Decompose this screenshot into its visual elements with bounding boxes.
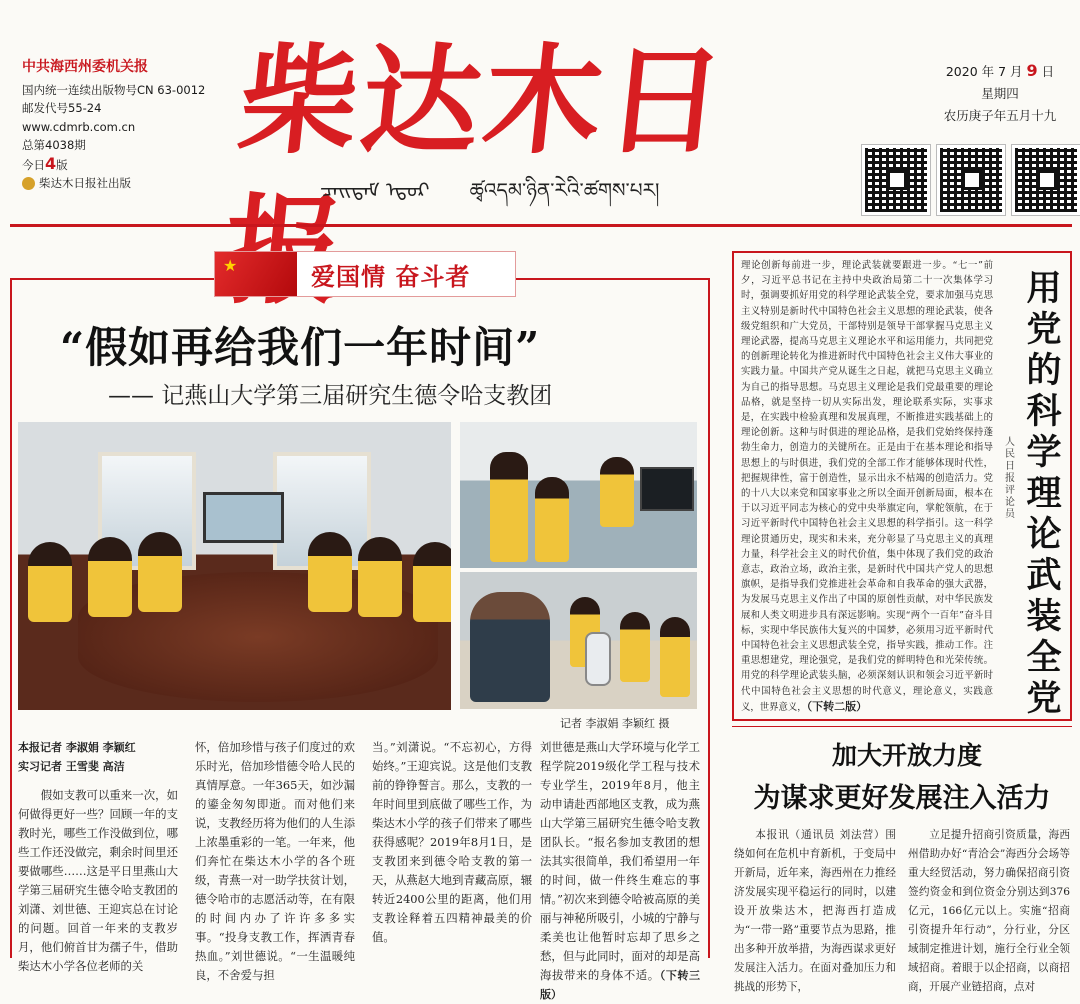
article-column-4: [540, 738, 700, 1004]
continued-link[interactable]: （下转二版）: [806, 699, 868, 713]
computer-lab-photo[interactable]: [460, 422, 697, 568]
qr-codes: [862, 145, 1080, 215]
party-organ: 中共海西州委机关报: [22, 59, 148, 75]
flag-icon: [215, 252, 297, 296]
postal-code: 邮发代号55-24: [22, 101, 102, 115]
tibetan-title: ཚྭའདམ་ཉིན་རེའི་ཚགས་པར།: [469, 178, 660, 202]
subheadline: —— 记燕山大学第三届研究生德令哈支教团: [108, 383, 553, 409]
newspaper-title: 柴达木日报: [232, 31, 736, 170]
qr-code-icon[interactable]: [862, 145, 930, 215]
cn-number: 国内统一连续出版物号CN 63-0012: [22, 82, 206, 97]
continued-link[interactable]: （下转三版）: [540, 969, 700, 1001]
issue-date: [935, 60, 1065, 127]
qr-code-icon[interactable]: [1012, 145, 1080, 215]
news-column-2: 立足提升招商引资质量，海西州借助办好“青洽会”海西分会场等重大经贸活动，努力确保招商引资签约资金和到位资金分别达到376亿元，166亿元以上。实施“招商引资提升年行动”，分行业，分区域制定推进计划，施行全行业全领域招商。着眼于以企招商，以商招商，开展产业链招商，点对: [908, 829, 1070, 993]
weekday: 星期四: [981, 86, 1019, 101]
publisher-logo-icon: [22, 177, 35, 190]
minority-script-titles: [320, 168, 750, 224]
photo-caption: 记者 李淑娟 李颖红 摄: [560, 717, 670, 730]
masthead-info: [22, 58, 232, 193]
qr-code-icon[interactable]: [937, 145, 1005, 215]
section-rule: [732, 726, 1072, 727]
article-text: 假如支教可以重来一次，如何做得更好一些？回顾一年的支教时光，哪些工作没做到位，哪些工作还没做完，剩余时间里还要做哪些……这是平日里燕山大学第三届研究生德令哈支教团的刘潇、刘世德、王迎宾总在讨论的问题。回首一年来的支教岁月，他们俯首甘为孺子牛，借助柴达木小学各位老师的关: [18, 788, 178, 973]
news-headline-line1[interactable]: 加大开放力度: [831, 741, 982, 770]
masthead-rule: [10, 224, 1072, 227]
article-column-2: 怀，倍加珍惜与孩子们度过的欢乐时光，倍加珍惜德令哈人民的真情厚意。一年365天，如沙漏的鎏金匆匆即逝。而对他们来说，支教经历将为他们的人生添上浓墨重彩的一笔。一年来，他们奔忙在柴达木小学的各个班级，青燕一对一助学扶贫计划，德令哈市的志愿活动等，在有限的时间内办了许许多多实事。“投身支教工作，挥洒青春热血。”刘世德说。“一生温暖纯良，不舍爱与担: [195, 740, 355, 982]
issue-total: 总第4038期: [22, 138, 86, 152]
lunar-date: 农历庚子年五月十九: [943, 108, 1057, 123]
robot-photo[interactable]: [460, 572, 697, 709]
classroom-photo[interactable]: [18, 422, 451, 710]
headline[interactable]: “假如再给我们一年时间”: [60, 323, 541, 372]
byline: 本报记者 李淑娟 李颖红: [18, 741, 136, 754]
article-text: 刘世德是燕山大学环境与化学工程学院2019级化学工程与技术专业学生，2019年8月，他主动申请赴西部地区支教，成为燕山大学第三届研究生德令哈支教团队长。“报名参加支教团的想法其实很简单，我们希望用一年的时间，做一件终生难忘的事情。”初次来到德令哈被高原的美丽与神秘所吸引，小城的宁静与柔美也让他暂时忘却了思乡之愁，但与此同时，面对的却是高海拔带来的身体不适。: [540, 740, 700, 982]
commentary-author: 人民日报评论员: [1005, 437, 1015, 520]
news-headline-line2[interactable]: 为谋求更好发展注入活力: [753, 783, 1051, 814]
commentary-body: 理论创新每前进一步，理论武装就要跟进一步。“七一”前夕，习近平总书记在主持中央政治局第二十一次集体学习时，强调要抓好用党的科学理论武装全党，要求加强马克思主义特别是新时代中国特色社会主义思想的理论武装，使各级党组织和广大党员，干部特别是领导干部掌握马克思主义理论武器，提高马克思主义理论水平和运用能力，共同把党的创新理论转化为推进新时代中国特色社会主义伟大事业的实践力量。中国共产党从诞生之日起，就把马克思主义确立为自己的指导思想。马克思主义理论是我们党最重要的理论品格，就是坚持一切从实际出发，理论联系实际，实事求是，在实践中检验真理和发展真理，不断推进实践基础上的理论创新。这种与时俱进的理论品格，是我们党始终保持蓬勃生命力，创造力的关键所在。正是由于在基本理论和指导思想上的与时俱进，我们党的全部工作才能够体现时代性，把握规律性，富于创造性，显示出永不枯竭的创造活力。党的十八大以来党和国家事业之所以全面开创新局面，根本在于以习近平同志为核心的党中央举旗定向，掌舵领航，在于习近平新时代中国特色社会主义思想的科学指引。这一科学理论贯通历史，现实和未来，充分彰显了马克思主义的真理力量，科学社会主义的时代价值，集中体现了我们党的政治意志，政治立场，政治主张，是新时代中国共产党人的思想旗帜，是指导我们党推进社会革命和自我革命的强大武器，为发展马克思主义作出了中国的原创性贡献，对中华民族发展和人类文明进步具有深远影响。实现“两个一百年”奋斗目标，实现中华民族伟大复兴的中国梦，必须用习近平新时代中国特色社会主义思想武装全党，指导实践，推动工作。注重思想建党，理论强党，是我们党的鲜明特色和光荣传统。用党的科学理论武装头脑，必须深刻认识和领会习近平新时代中国特色社会主义思想的时代意义，理论意义，实践意义，世界意义，（下转二版）: [741, 260, 993, 713]
date: 2020 年 7 月 9 日: [945, 61, 1055, 80]
pages-today: 今日4版: [22, 153, 68, 173]
article-column-1: [18, 738, 178, 976]
website-link[interactable]: www.cdmrb.com.cn: [22, 119, 136, 134]
article-column-3: 当。”刘潇说。“不忘初心，方得始终。”王迎宾说。这是他们支教前的铮铮誓言。那么，支教的一年时间里到底做了哪些工作，为柴达木小学的孩子们带来了哪些获得感呢？2019年8月1日，是支教团来到德令哈支教的第一天，从燕赵大地到青藏高原，辗转近2400公里的距离，他们用支教诠释着五四精神最美的价值。: [372, 740, 532, 944]
column-banner: [214, 251, 516, 297]
publisher: 柴达木日报社出版: [22, 174, 232, 193]
commentary-title[interactable]: 用党的科学理论武装全党: [1026, 268, 1062, 719]
banner-label: 爱国情 奋斗者: [311, 262, 471, 291]
mongolian-title: ᠴᠠᠢᠳᠠᠮ ᠡᠳᠦᠷ: [320, 178, 430, 202]
news-column-1: 本报讯（通讯员 刘法营）围绕如何在危机中育新机，于变局中开新局，近年来，海西州在力推经济发展实现平稳运行的同时，以建设开放柴达木，把海西打造成为“一带一路”重要节点为思路，推出多种开放举措，为海西谋求更好发展注入活力。在面对叠加压力和挑战的形势下，: [734, 829, 896, 993]
byline: 实习记者 王雪斐 高洁: [18, 760, 125, 773]
